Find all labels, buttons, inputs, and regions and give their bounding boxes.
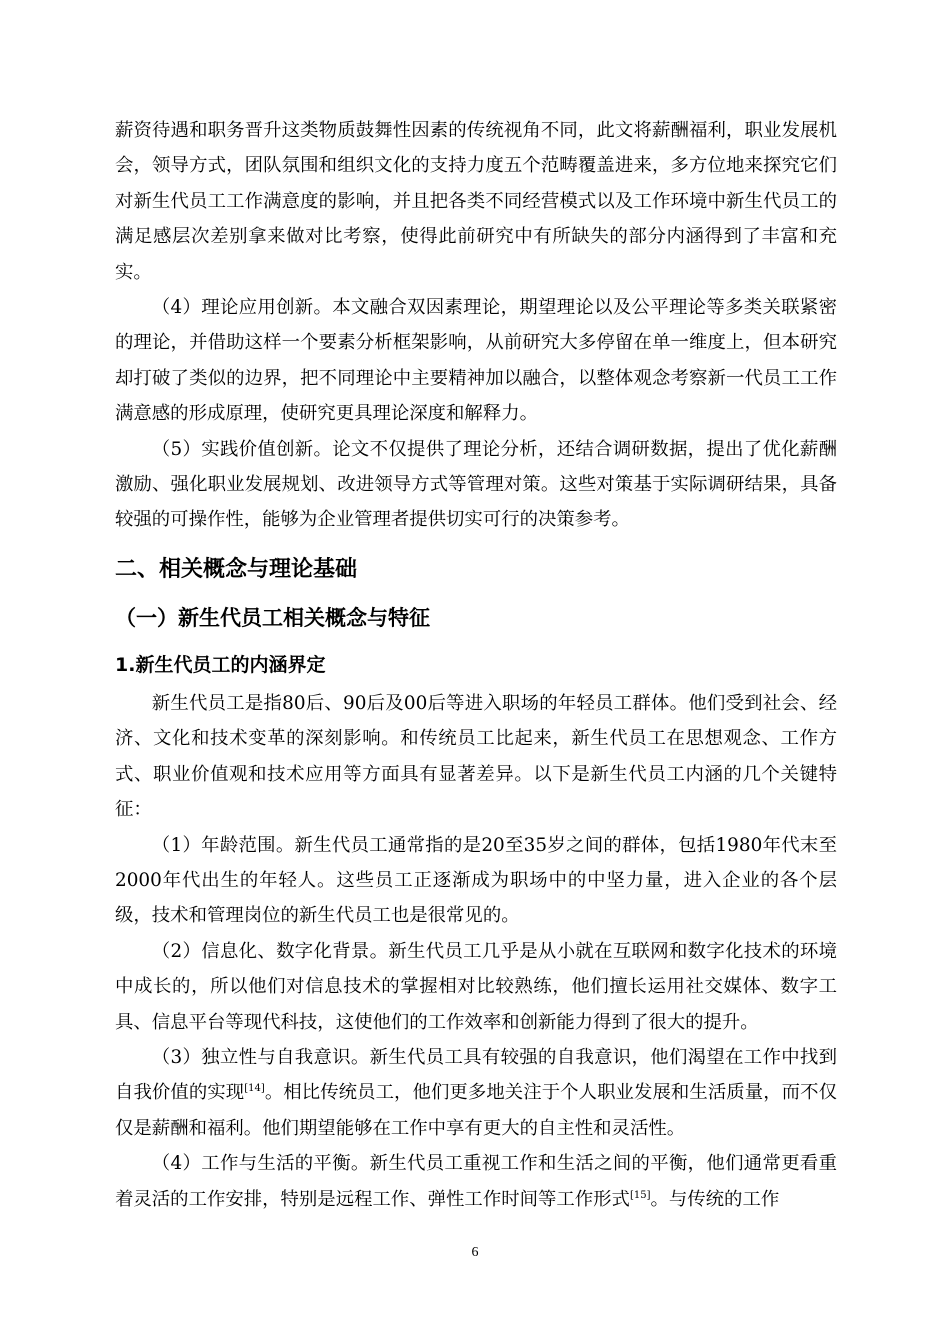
paragraph-continuation: 薪资待遇和职务晋升这类物质鼓舞性因素的传统视角不同，此文将薪酬福利，职业发展机会，领导方式，团队氛围和组织文化的支持力度五个范畴覆盖进来，多方位地来探究它们对新生代员工工作满意度的影响，并且把各类不同经营模式以及工作环境中新生代员工的满足感层次差别拿来做对比考察，使得此前研究中有所缺失的部分内涵得到了丰富和充实。 [115,120,837,283]
paragraph-digital-background: （2）信息化、数字化背景。新生代员工几乎是从小就在互联网和数字化技术的环境中成长的，所以他们对信息技术的掌握相对比较熟练，他们擅长运用社交媒体、数字工具、信息平台等现代科技，这使他们的工作效率和创新能力得到了很大的提升。 [115,940,837,1033]
paragraph-practice-innovation: （5）实践价值创新。论文不仅提供了理论分析，还结合调研数据，提出了优化薪酬激励、强化职业发展规划、改进领导方式等管理对策。这些对策基于实际调研结果，具备较强的可操作性，能够为企业管理者提供切实可行的决策参考。 [115,438,837,531]
chapter-heading: 二、相关概念与理论基础 [115,556,358,582]
document-page [115,113,837,1217]
subsection-heading: 1.新生代员工的内涵界定 [115,653,326,676]
citation-ref: [14] [244,1083,265,1095]
paragraph-theory-innovation: （4）理论应用创新。本文融合双因素理论，期望理论以及公平理论等多类关联紧密的理论，并借助这样一个要素分析框架影响，从前研究大多停留在单一维度上，但本研究却打破了类似的边界，把不同理论中主要精神加以融合，以整体观念考察新一代员工工作满意感的形成原理，使研究更具理论深度和解释力。 [115,297,837,425]
paragraph-text: （4）工作与生活的平衡。新生代员工重视工作和生活之间的平衡，他们通常更看重着灵活的工作安排，特别是远程工作、弹性工作时间等工作形式 [115,1153,837,1210]
page-number: 6 [471,1245,479,1260]
citation-ref: [15] [629,1189,651,1201]
paragraph-definition: 新生代员工是指80后、90后及00后等进入职场的年轻员工群体。他们受到社会、经济、文化和技术变革的深刻影响。和传统员工比起来，新生代员工在思想观念、工作方式、职业价值观和技术应用等方面具有显著差异。以下是新生代员工内涵的几个关键特征： [115,692,837,821]
paragraph-text: 。相比传统员工，他们更多地关注于个人职业发展和生活质量，而不仅仅是薪酬和福利。他们期望能够在工作中享有更大的自主性和灵活性。 [115,1082,837,1139]
paragraph-age-range: （1）年龄范围。新生代员工通常指的是20至35岁之间的群体，包括1980年代末至2000年代出生的年轻人。这些员工正逐渐成为职场中的中坚力量，进入企业的各个层级，技术和管理岗位的新生代员工也是很常见的。 [115,834,837,927]
section-heading: （一）新生代员工相关概念与特征 [115,605,430,630]
paragraph-work-life-balance [115,1146,837,1217]
paragraph-text: （3）独立性与自我意识。新生代员工具有较强的自我意识，他们渴望在工作中找到自我价值的实现 [115,1046,837,1104]
paragraph-independence [115,1040,837,1146]
paragraph-text: 。与传统的工作 [650,1188,780,1210]
